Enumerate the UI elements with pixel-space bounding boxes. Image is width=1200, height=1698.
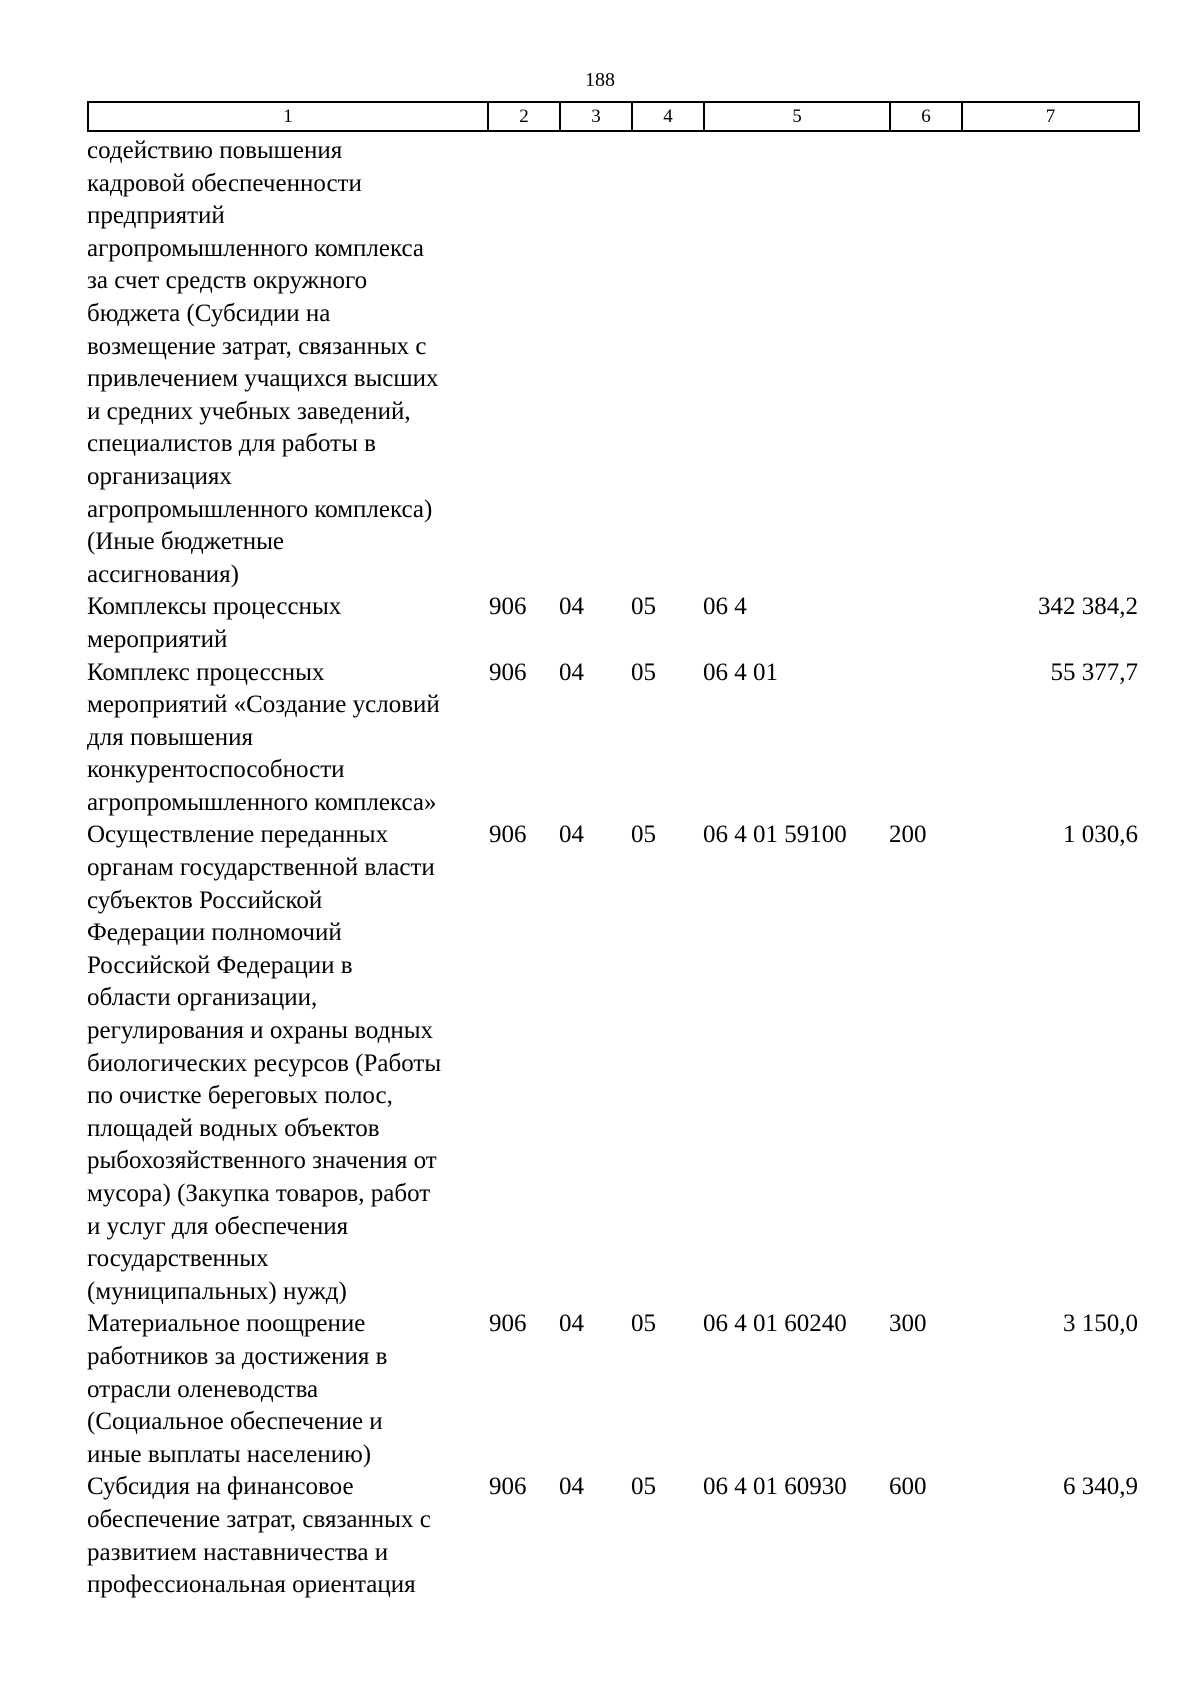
amount: 55 377,7 (1050, 658, 1138, 686)
description-line: специалистов для работы в (87, 430, 376, 458)
description-line: ассигнования) (87, 560, 239, 588)
target-article-code: 06 4 (703, 593, 747, 621)
description-line: агропромышленного комплекса (87, 234, 425, 262)
column-header-row (88, 102, 1139, 131)
description-line: и средних учебных заведений, (87, 397, 411, 425)
budget-table-body (87, 135, 1138, 1602)
section-code: 04 (559, 1310, 584, 1338)
description-line: агропромышленного комплекса) (87, 495, 433, 523)
description-line: для повышения (87, 723, 254, 751)
subsection-code: 05 (631, 821, 656, 849)
subsection-code: 05 (631, 1473, 656, 1501)
description-line: возмещение затрат, связанных с (87, 332, 427, 360)
description-line: Комплекс процессных (87, 658, 325, 686)
description-line: площадей водных объектов (87, 1114, 380, 1142)
row-description (87, 591, 487, 656)
grbs-code: 906 (489, 1310, 527, 1338)
expense-type-code: 600 (889, 1473, 927, 1501)
subsection-code: 05 (631, 593, 656, 621)
description-line: профессиональная ориентация (87, 1571, 416, 1599)
description-line: бюджета (Субсидии на (87, 299, 331, 327)
description-line: агропромышленного комплекса» (87, 788, 437, 816)
description-line: мероприятий «Создание условий (87, 691, 440, 719)
description-line: работников за достижения в (87, 1342, 388, 1370)
description-line: мероприятий (87, 625, 228, 653)
column-header-4: 4 (632, 102, 704, 131)
description-line: (Иные бюджетные (87, 528, 284, 556)
column-header-5: 5 (704, 102, 890, 131)
description-line: Субсидия на финансовое (87, 1473, 354, 1501)
row-description (87, 1308, 487, 1471)
row-description (87, 819, 487, 1308)
description-line: Федерации полномочий (87, 919, 342, 947)
description-line: государственных (87, 1245, 269, 1273)
description-line: регулирования и охраны водных (87, 1017, 434, 1045)
column-header-3: 3 (560, 102, 632, 131)
column-header-1: 1 (88, 102, 488, 131)
description-line: за счет средств окружного (87, 267, 368, 295)
target-article-code: 06 4 01 59100 (703, 821, 847, 849)
description-line: рыбохозяйственного значения от (87, 1147, 437, 1175)
description-line: обеспечение затрат, связанных с (87, 1505, 431, 1533)
subsection-code: 05 (631, 658, 656, 686)
column-header-7: 7 (962, 102, 1139, 131)
target-article-code: 06 4 01 60240 (703, 1310, 847, 1338)
description-line: органам государственной власти (87, 854, 435, 882)
grbs-code: 906 (489, 1473, 527, 1501)
description-line: (муниципальных) нужд) (87, 1277, 347, 1305)
description-line: содействию повышения (87, 137, 343, 164)
expense-type-code: 200 (889, 821, 927, 849)
description-line: и услуг для обеспечения (87, 1212, 349, 1240)
description-line: Российской Федерации в (87, 951, 353, 979)
description-line: Комплексы процессных (87, 593, 342, 621)
description-line: предприятий (87, 202, 225, 230)
description-line: конкурентоспособности (87, 756, 345, 784)
row-description (87, 135, 487, 591)
description-line: иные выплаты населению) (87, 1440, 372, 1468)
column-header-2: 2 (488, 102, 560, 131)
grbs-code: 906 (489, 821, 527, 849)
description-line: по очистке береговых полос, (87, 1082, 393, 1110)
column-header-6: 6 (890, 102, 962, 131)
description-line: привлечением учащихся высших (87, 365, 439, 393)
section-code: 04 (559, 593, 584, 621)
page-number: 188 (585, 69, 615, 91)
table-row (87, 1308, 1138, 1471)
table-row (87, 1471, 1138, 1601)
description-line: Материальное поощрение (87, 1310, 366, 1338)
expense-type-code: 300 (889, 1310, 927, 1338)
amount: 6 340,9 (1063, 1473, 1138, 1501)
amount: 3 150,0 (1063, 1310, 1138, 1338)
description-line: организациях (87, 462, 232, 490)
description-line: биологических ресурсов (Работы (87, 1049, 442, 1077)
description-line: отрасли оленеводства (87, 1375, 319, 1403)
column-header-table (87, 101, 1140, 132)
description-line: области организации, (87, 984, 318, 1012)
description-line: мусора) (Закупка товаров, работ (87, 1180, 431, 1207)
target-article-code: 06 4 01 (703, 658, 778, 686)
description-line: Осуществление переданных (87, 821, 389, 849)
grbs-code: 906 (489, 593, 527, 621)
row-description (87, 657, 487, 820)
description-line: субъектов Российской (87, 886, 323, 914)
table-row (87, 591, 1138, 656)
amount: 342 384,2 (1038, 593, 1138, 621)
description-line: (Социальное обеспечение и (87, 1408, 383, 1436)
amount: 1 030,6 (1063, 821, 1138, 849)
target-article-code: 06 4 01 60930 (703, 1473, 847, 1501)
table-row (87, 657, 1138, 820)
table-row (87, 819, 1138, 1308)
section-code: 04 (559, 821, 584, 849)
subsection-code: 05 (631, 1310, 656, 1338)
description-line: развитием наставничества и (87, 1538, 389, 1566)
grbs-code: 906 (489, 658, 527, 686)
row-description (87, 1471, 487, 1601)
continuation-row (87, 135, 1138, 591)
section-code: 04 (559, 1473, 584, 1501)
description-line: кадровой обеспеченности (87, 169, 362, 197)
section-code: 04 (559, 658, 584, 686)
